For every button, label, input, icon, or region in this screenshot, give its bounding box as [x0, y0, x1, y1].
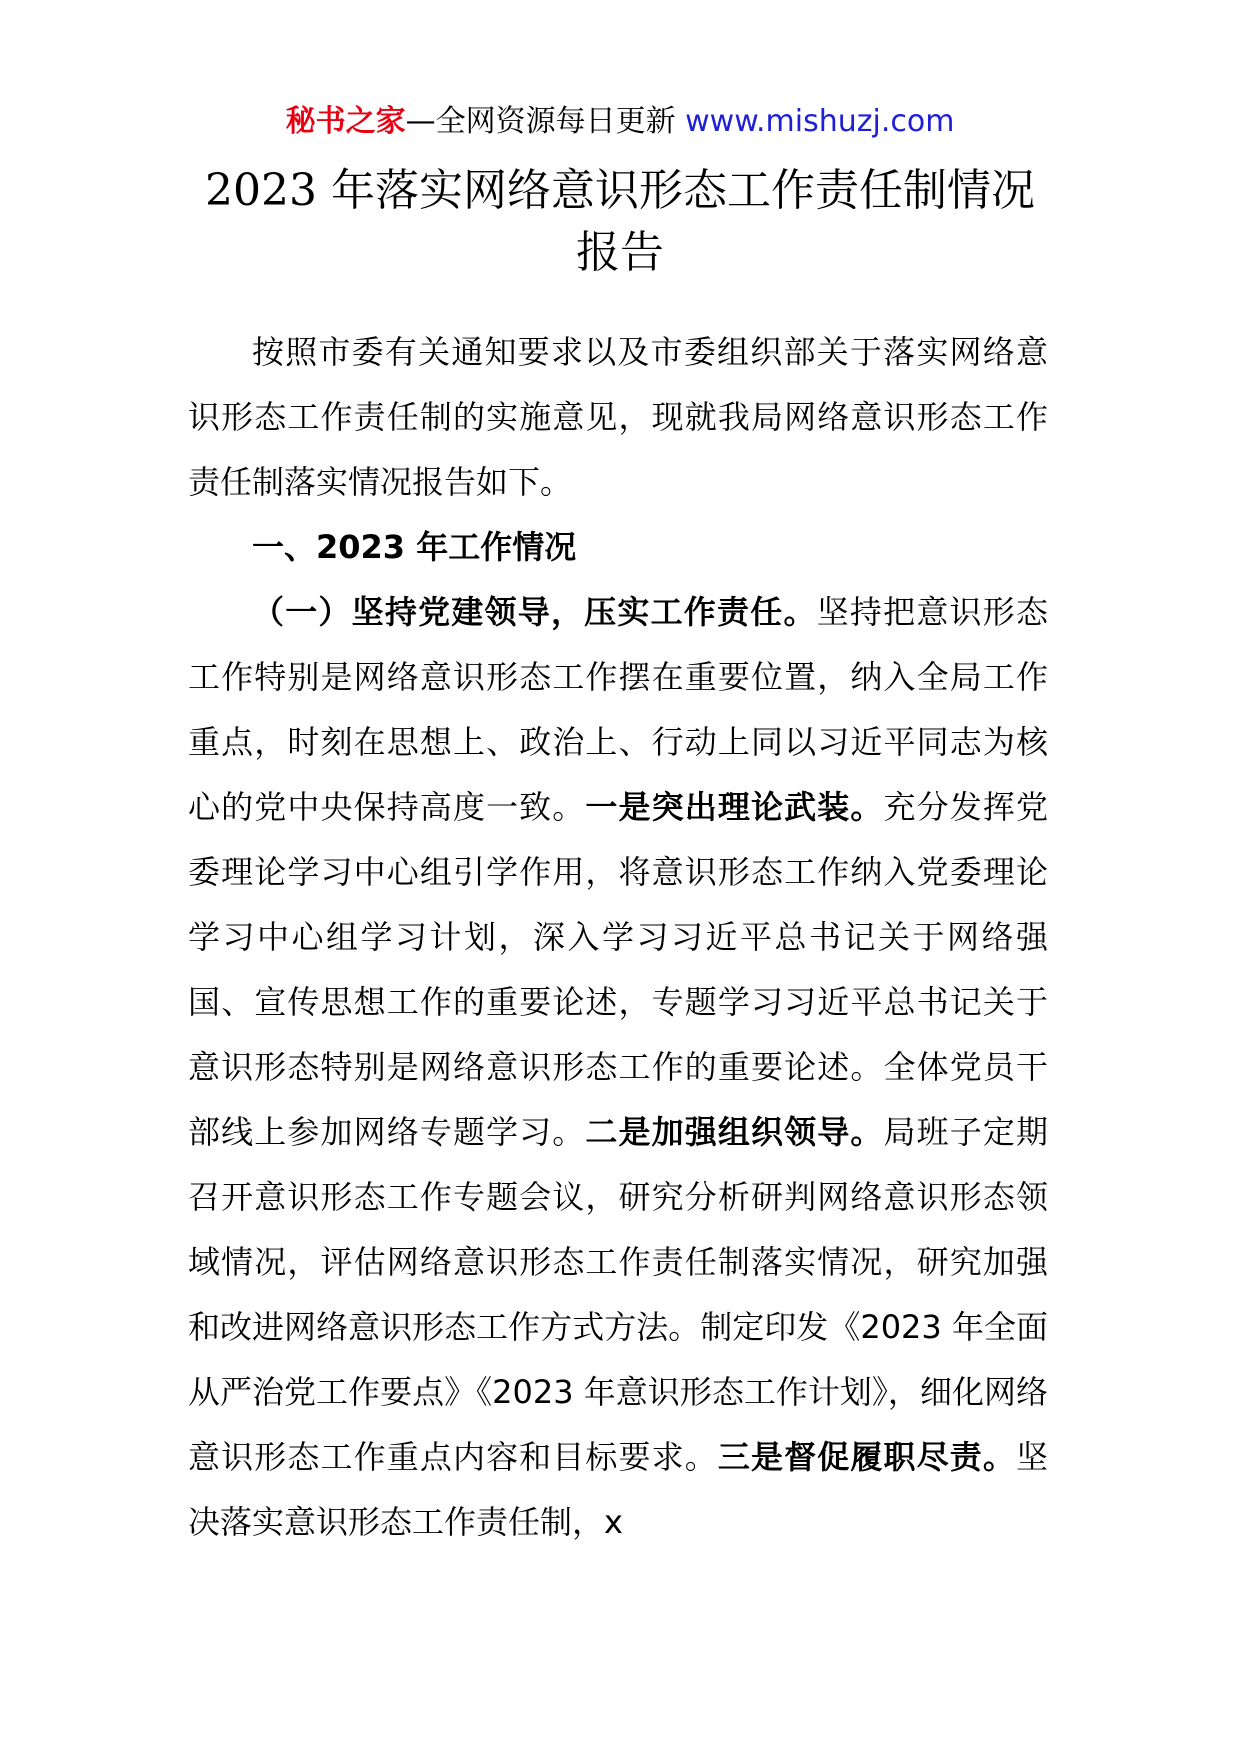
title-line-1-text: 年落实网络意识形态工作责任制情况 — [316, 165, 1035, 216]
site-header — [0, 100, 1240, 144]
brand-name: 秘书之家 — [285, 104, 406, 139]
title-year: 2023 — [205, 165, 317, 216]
document-title — [150, 160, 1090, 284]
intro-paragraph: 按照市委有关通知要求以及市委组织部关于落实网络意识形态工作责任制的实施意见，现就我局网络意识形态工作责任制落实情况报告如下。 — [188, 333, 1048, 501]
point-2-text: 局班子定期召开意识形态工作专题会议，研究分析研判网络意识形态领域情况，评估网络意识形态工作责任制落实情况，研究加强和改进网络意识形态工作方式方法。制定印发《2023 年全面从严治党工作要点》《2023 年意识形态工作计划》，细化网络意识形态工作重点内容和目标要求。 — [188, 1113, 1048, 1476]
title-line-2: 报告 — [576, 227, 664, 278]
site-url[interactable]: www.mishuzj.com — [685, 104, 955, 139]
title-line-1 — [150, 160, 1090, 222]
header-slogan: —全网资源每日更新 — [405, 104, 686, 139]
section-heading: 一、2023 年工作情况 — [252, 528, 577, 566]
point-2-title: 二是加强组织领导。 — [585, 1113, 884, 1151]
item-text: 坚持把意识形态工作特别是网络意识形态工作摆在重要位置，纳入全局工作重点，时刻在思想上、政治上、行动上同以习近平同志为核心的党中央保持高度一致。 — [188, 593, 1048, 826]
point-1-title: 一是突出理论武装。 — [585, 788, 884, 826]
item-title: （一）坚持党建领导，压实工作责任。 — [252, 593, 817, 631]
document-body — [188, 320, 1048, 1555]
item-paragraph — [188, 580, 1048, 1555]
point-3-text: 坚决落实意识形态工作责任制，x — [188, 1438, 1048, 1541]
point-3-title: 三是督促履职尽责。 — [717, 1438, 1016, 1476]
point-1-text: 充分发挥党委理论学习中心组引学作用，将意识形态工作纳入党委理论学习中心组学习计划，深入学习习近平总书记关于网络强国、宣传思想工作的重要论述，专题学习习近平总书记关于意识形态特别是网络意识形态工作的重要论述。全体党员干部线上参加网络专题学习。 — [188, 788, 1048, 1151]
